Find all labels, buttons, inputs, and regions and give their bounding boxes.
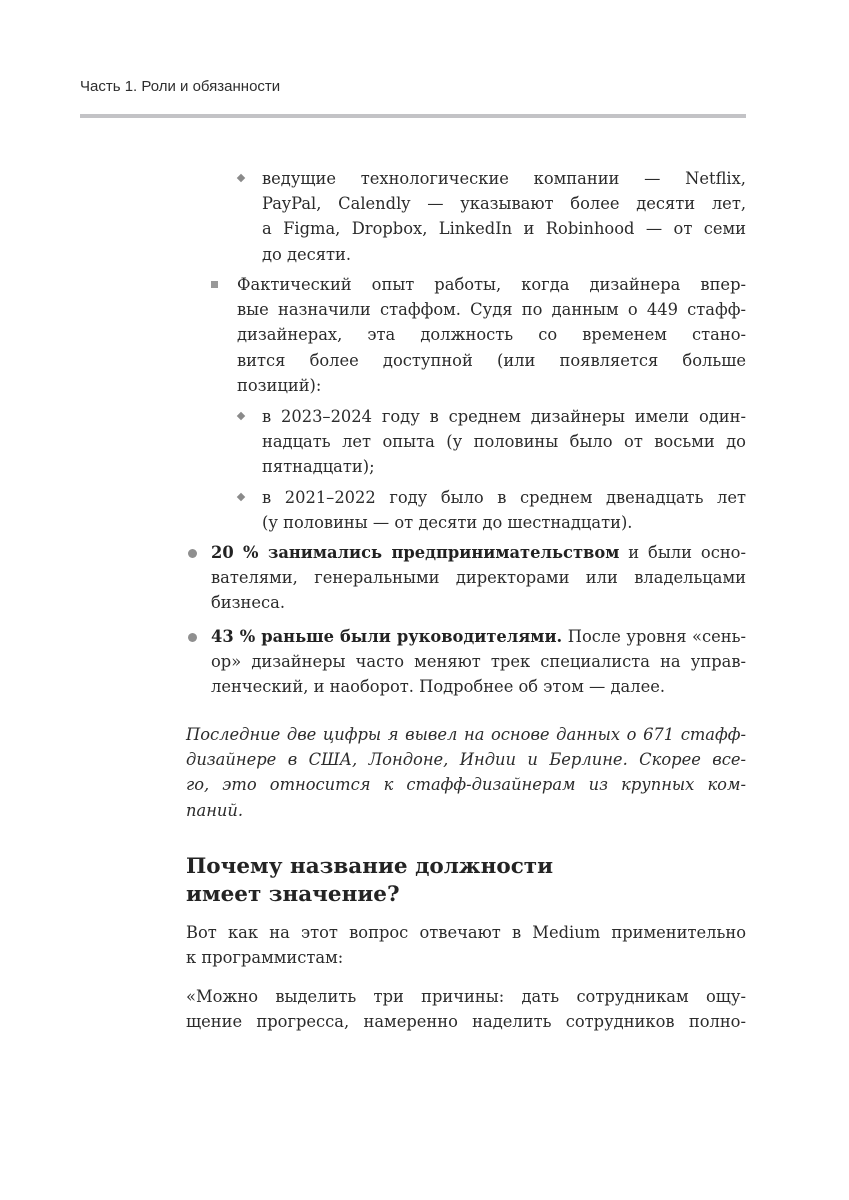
text-fragment: После уровня «сень-: [562, 627, 746, 646]
text-line: а Figma, Dropbox, LinkedIn и Robinhood — от семи: [262, 219, 746, 239]
text-line: «Можно выделить три причины: дать сотрудникам ощу-: [186, 987, 746, 1006]
text-line: вится более доступной (или появляется больше: [237, 350, 746, 370]
text-line: PayPal, Calendly — указывают более десяти лет,: [262, 194, 746, 214]
text-line: дизайнере в США, Лондоне, Индии и Берлине. Скорее все-: [186, 750, 746, 770]
diamond-bullet-icon: [237, 174, 245, 182]
text-line: ленческий, и наоборот. Подробнее об этом — далее.: [211, 677, 666, 697]
text-line: дизайнерах, эта должность со временем стано-: [237, 325, 746, 345]
text-line: до десяти.: [262, 244, 352, 264]
sub-bullet-2023: [262, 404, 746, 480]
text-line: ор» дизайнеры часто меняют трек специалиста на управ-: [211, 652, 746, 672]
diamond-bullet-icon: [237, 493, 245, 501]
text-line: бизнеса.: [211, 593, 286, 613]
intro-paragraph: [186, 920, 746, 970]
text-line: пятнадцати);: [262, 457, 375, 477]
text-line: Вот как на этот вопрос отвечают в Medium применительно: [186, 923, 746, 942]
text-line: щение прогресса, намеренно наделить сотрудников полно-: [186, 1012, 746, 1032]
text-line: в 2021–2022 году было в среднем двенадцать лет: [262, 488, 746, 507]
text-line: надцать лет опыта (у половины было от восьми до: [262, 432, 746, 452]
text-line: Последние две цифры я вывел на основе данных о 671 стафф-: [186, 725, 746, 744]
section-heading: [186, 853, 746, 909]
round-bullet-icon: [188, 549, 197, 558]
header-rule: [80, 114, 746, 118]
heading-line: имеет значение?: [186, 882, 400, 907]
text-line: позиций):: [237, 375, 322, 395]
running-head: Часть 1. Роли и обязанности: [80, 78, 281, 95]
sub-bullet-2021: [262, 485, 746, 535]
text-line: Фактический опыт работы, когда дизайнера впер-: [237, 275, 746, 294]
heading-line: Почему название должности: [186, 854, 554, 879]
text-line: ведущие технологические компании — Netflix,: [262, 169, 746, 188]
text-fragment: и были осно-: [619, 543, 746, 562]
bold-lead: 43 % раньше были руководителями.: [211, 627, 563, 646]
diamond-bullet-icon: [237, 412, 245, 420]
text-line: (у половины — от десяти до шестнадцати).: [262, 513, 633, 533]
quote-paragraph: [186, 984, 746, 1034]
text-line: вателями, генеральными директорами или владельцами: [211, 568, 746, 588]
round-bullet-icon: [188, 633, 197, 642]
square-bullet-icon: [211, 281, 218, 288]
text-line: в 2023–2024 году в среднем дизайнеры имели один-: [262, 407, 746, 426]
text-line: к программистам:: [186, 948, 344, 968]
bold-lead: 20 % занимались предпринимательством: [211, 543, 620, 562]
text-line: паний.: [186, 800, 244, 820]
italic-note: [186, 722, 746, 823]
text-line: го, это относится к стафф-дизайнерам из крупных ком-: [186, 775, 746, 795]
text-line: вые назначили стаффом. Судя по данным о 449 стафф-: [237, 300, 746, 320]
